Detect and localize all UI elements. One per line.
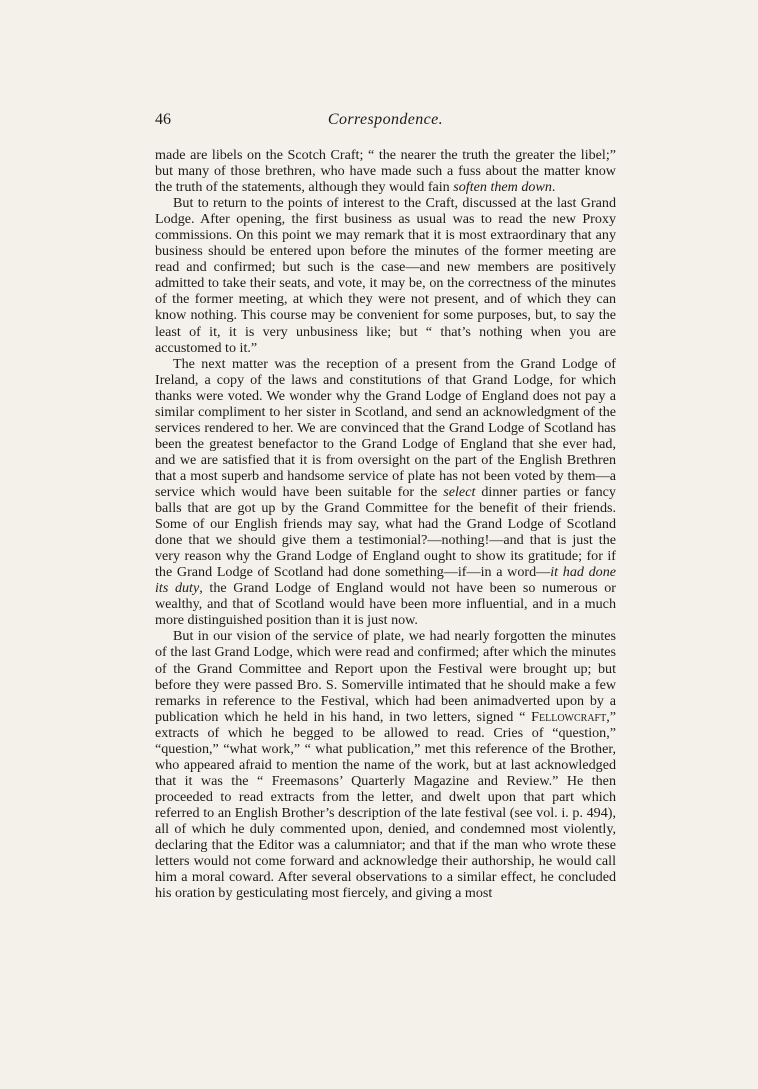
text-run: . — [551, 179, 556, 196]
paragraph — [155, 356, 616, 629]
text-run: But in our vision of the service of plate, we had nearly forgotten the minutes of the last Grand Lodge, which were read and confirmed; after which the minutes of the Grand Committee and Report upon the Festival were brought up; but before they were passed Bro. S. Somerville intimated that he should make a few remarks in reference to the Festival, which had been animadverted upon by a publication which he held in his hand, in two letters, signed “ — [155, 628, 616, 725]
text-run: made are libels on the Scotch Craft; “ the nearer the truth the greater the libel;” but many of those brethren, who have made such a fuss about the matter know the truth of the statements, although they would fain — [155, 147, 616, 196]
text-run: ,” extracts of which he begged to be allowed to read. Cries of “question,” “question,” “what work,” “ what publication,” met this reference of the Brother, who appeared afraid to mention the name of the work, but at last acknowledged that it was the “ Freemasons’ Quarterly Magazine and Review.” He then proceeded to read extracts from the letter, and dwelt upon that part which referred to an English Brother’s description of the late festival (see vol. i. p. 494), all of which he duly commented upon, denied, and condemned most violently, declaring that the Editor was a calumniator; and that if the man who wrote these letters would not come forward and acknowledge their authorship, he would call him a moral coward. After several observations to a similar effect, he concluded his oration by gesticulating most fiercely, and giving a most — [155, 708, 616, 902]
italic-text: it had done its duty — [155, 564, 616, 597]
paragraph — [155, 195, 616, 355]
text-run: The next matter was the reception of a present from the Grand Lodge of Ireland, a copy of the laws and constitutions of that Grand Lodge, for which thanks were voted. We wonder why the Grand Lodge of England does not pay a similar compliment to her sister in Scotland, and send an acknowledgment of the services rendered to her. We are convinced that the Grand Lodge of Scotland has been the greatest benefactor to the Grand Lodge of England that she ever had, and we are satisfied that it is from oversight on the part of the English Brethren that a most superb and handsome service of plate has not been voted by them—a service which would have been suitable for the — [155, 355, 616, 500]
page-number: 46 — [155, 111, 171, 128]
small-caps-text: Fellowcraft — [531, 708, 607, 725]
page-header — [155, 111, 616, 133]
text-run: dinner parties or fancy balls that are got up by the Grand Committee for the benefit of their friends. Some of our English friends may say, what had the Grand Lodge of Scotland done that we should give them a testimonial?—nothing!—and that is just the very reason why the Grand Lodge of England ought to show its gratitude; for if the Grand Lodge of Scotland had done something—if—in a word— — [155, 483, 616, 581]
paragraph — [155, 628, 616, 901]
italic-text: soften them down — [453, 179, 552, 196]
italic-text: select — [443, 483, 476, 500]
paragraph — [155, 147, 616, 195]
running-title: Correspondence. — [327, 111, 444, 128]
text-run: But to return to the points of interest to the Craft, discussed at the last Grand Lodge. After opening, the first business as usual was to read the new Proxy commissions. On this point we may remark that it is most extraordinary that any business should be entered upon before the minutes of the former meeting are read and confirmed; but such is the case—and new members are positively admitted to take their seats, and vote, it may be, on the correctness of the minutes of the former meeting, at which they were not present, and of which they can know nothing. This course may be convenient for some purposes, but, to say the least of it, it is very unbusiness like; but “ that’s nothing when you are accustomed to it.” — [155, 195, 616, 356]
article-body — [155, 147, 616, 901]
text-run: , the Grand Lodge of England would not have been so numerous or wealthy, and that of Scotland would have been more influential, and in a much more distinguished position than it is just now. — [155, 580, 616, 629]
